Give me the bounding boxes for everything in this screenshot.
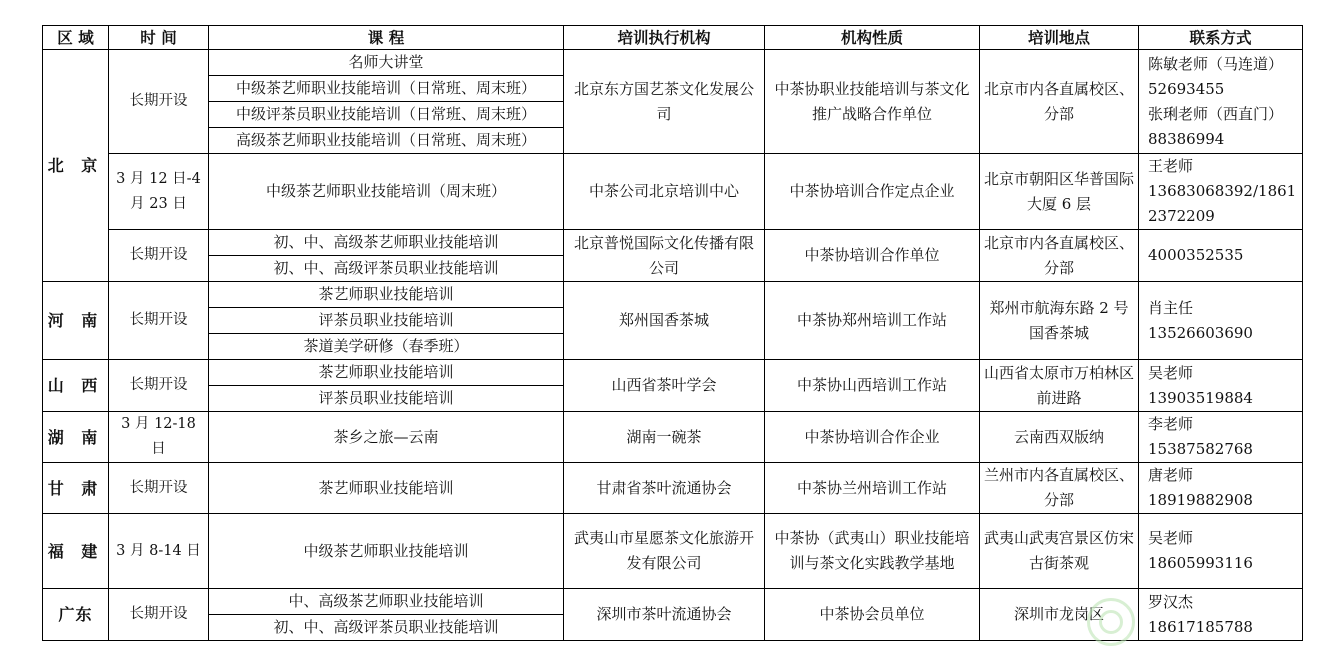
table-row <box>43 282 1303 308</box>
region-cell: 广东 <box>43 589 109 641</box>
course-cell: 茶道美学研修（春季班） <box>209 334 564 360</box>
contact-line: 88386994 <box>1148 129 1225 148</box>
contact-line: 18605993116 <box>1148 554 1253 572</box>
header-region: 区 域 <box>43 26 109 50</box>
contact-line: 吴老师 <box>1148 529 1194 547</box>
contact-cell <box>1139 412 1303 463</box>
org-cell: 深圳市茶叶流通协会 <box>564 589 765 641</box>
time-cell: 长期开设 <box>109 360 209 412</box>
training-schedule-table <box>42 25 1303 641</box>
time-cell: 长期开设 <box>109 282 209 360</box>
nature-cell: 中茶协培训合作定点企业 <box>765 154 980 230</box>
time-cell: 长期开设 <box>109 230 209 282</box>
contact-line: 2372209 <box>1148 207 1215 225</box>
nature-cell: 中茶协培训合作单位 <box>765 230 980 282</box>
org-cell: 北京普悦国际文化传播有限公司 <box>564 230 765 282</box>
org-cell: 湖南一碗茶 <box>564 412 765 463</box>
location-cell: 云南西双版纳 <box>980 412 1139 463</box>
region-cell: 山 西 <box>43 360 109 412</box>
nature-cell: 中茶协培训合作企业 <box>765 412 980 463</box>
nature-cell: 中茶协兰州培训工作站 <box>765 463 980 514</box>
course-cell: 茶乡之旅—云南 <box>209 412 564 463</box>
contact-cell: 4000352535 <box>1139 230 1303 282</box>
org-cell: 中茶公司北京培训中心 <box>564 154 765 230</box>
course-cell: 茶艺师职业技能培训 <box>209 360 564 386</box>
contact-line: 罗汉杰 <box>1148 592 1194 611</box>
course-cell: 茶艺师职业技能培训 <box>209 463 564 514</box>
contact-cell <box>1139 463 1303 514</box>
time-cell: 长期开设 <box>109 589 209 641</box>
table-row <box>43 463 1303 514</box>
course-cell: 中级茶艺师职业技能培训（周末班） <box>209 154 564 230</box>
location-cell: 北京市内各直属校区、分部 <box>980 230 1139 282</box>
contact-line: 18617185788 <box>1148 617 1253 636</box>
contact-cell <box>1139 589 1303 641</box>
header-org: 培训执行机构 <box>564 26 765 50</box>
location-cell: 山西省太原市万柏林区前进路 <box>980 360 1139 412</box>
location-cell: 深圳市龙岗区 <box>980 589 1139 641</box>
time-cell: 长期开设 <box>109 463 209 514</box>
region-cell: 湖 南 <box>43 412 109 463</box>
contact-cell <box>1139 154 1303 230</box>
region-cell: 河 南 <box>43 282 109 360</box>
org-cell: 甘肃省茶叶流通协会 <box>564 463 765 514</box>
header-location: 培训地点 <box>980 26 1139 50</box>
contact-line: 陈敏老师（马连道） <box>1148 54 1284 73</box>
course-cell: 中、高级茶艺师职业技能培训 <box>209 589 564 615</box>
course-cell: 初、中、高级评茶员职业技能培训 <box>209 615 564 641</box>
contact-line: 李老师 <box>1148 415 1194 433</box>
time-cell: 3 月 8-14 日 <box>109 514 209 589</box>
nature-cell: 中茶协郑州培训工作站 <box>765 282 980 360</box>
contact-line: 唐老师 <box>1148 466 1194 484</box>
contact-line: 张琍老师（西直门） <box>1148 104 1284 123</box>
watermark-logo-icon <box>1087 598 1135 646</box>
contact-cell <box>1139 360 1303 412</box>
table-row <box>43 50 1303 76</box>
location-cell: 郑州市航海东路 2 号国香茶城 <box>980 282 1139 360</box>
location-cell: 北京市朝阳区华普国际大厦 6 层 <box>980 154 1139 230</box>
table-row <box>43 154 1303 230</box>
contact-cell <box>1139 514 1303 589</box>
nature-cell: 中茶协山西培训工作站 <box>765 360 980 412</box>
contact-line: 18919882908 <box>1148 491 1253 509</box>
table-row <box>43 514 1303 589</box>
contact-line: 13903519884 <box>1148 388 1253 407</box>
contact-line: 吴老师 <box>1148 363 1194 382</box>
header-time: 时 间 <box>109 26 209 50</box>
course-cell: 评茶员职业技能培训 <box>209 386 564 412</box>
time-cell: 3 月 12-18 日 <box>109 412 209 463</box>
org-cell: 武夷山市星愿茶文化旅游开发有限公司 <box>564 514 765 589</box>
region-cell: 北 京 <box>43 50 109 282</box>
header-nature: 机构性质 <box>765 26 980 50</box>
location-cell: 北京市内各直属校区、分部 <box>980 50 1139 154</box>
course-cell: 中级茶艺师职业技能培训 <box>209 514 564 589</box>
org-cell: 北京东方国艺茶文化发展公司 <box>564 50 765 154</box>
table-row <box>43 412 1303 463</box>
contact-line: 13526603690 <box>1148 323 1253 342</box>
time-cell: 长期开设 <box>109 50 209 154</box>
contact-line: 52693455 <box>1148 79 1225 98</box>
contact-cell <box>1139 50 1303 154</box>
contact-line: 15387582768 <box>1148 440 1253 458</box>
region-cell: 福 建 <box>43 514 109 589</box>
org-cell: 郑州国香茶城 <box>564 282 765 360</box>
header-course: 课 程 <box>209 26 564 50</box>
course-cell: 茶艺师职业技能培训 <box>209 282 564 308</box>
nature-cell: 中茶协（武夷山）职业技能培训与茶文化实践教学基地 <box>765 514 980 589</box>
contact-line: 13683068392/1861 <box>1148 182 1297 200</box>
course-cell: 中级评茶员职业技能培训（日常班、周末班） <box>209 102 564 128</box>
table-row <box>43 360 1303 386</box>
time-cell: 3 月 12 日-4 月 23 日 <box>109 154 209 230</box>
contact-line: 王老师 <box>1148 157 1194 175</box>
header-row <box>43 26 1303 50</box>
location-cell: 兰州市内各直属校区、分部 <box>980 463 1139 514</box>
nature-cell: 中茶协职业技能培训与茶文化推广战略合作单位 <box>765 50 980 154</box>
course-cell: 初、中、高级评茶员职业技能培训 <box>209 256 564 282</box>
nature-cell: 中茶协会员单位 <box>765 589 980 641</box>
contact-line: 肖主任 <box>1148 298 1194 317</box>
course-cell: 高级茶艺师职业技能培训（日常班、周末班） <box>209 128 564 154</box>
table-row <box>43 230 1303 256</box>
header-contact: 联系方式 <box>1139 26 1303 50</box>
location-cell: 武夷山武夷宫景区仿宋古街茶观 <box>980 514 1139 589</box>
contact-cell <box>1139 282 1303 360</box>
region-cell: 甘 肃 <box>43 463 109 514</box>
course-cell: 名师大讲堂 <box>209 50 564 76</box>
course-cell: 评茶员职业技能培训 <box>209 308 564 334</box>
org-cell: 山西省茶叶学会 <box>564 360 765 412</box>
course-cell: 初、中、高级茶艺师职业技能培训 <box>209 230 564 256</box>
course-cell: 中级茶艺师职业技能培训（日常班、周末班） <box>209 76 564 102</box>
